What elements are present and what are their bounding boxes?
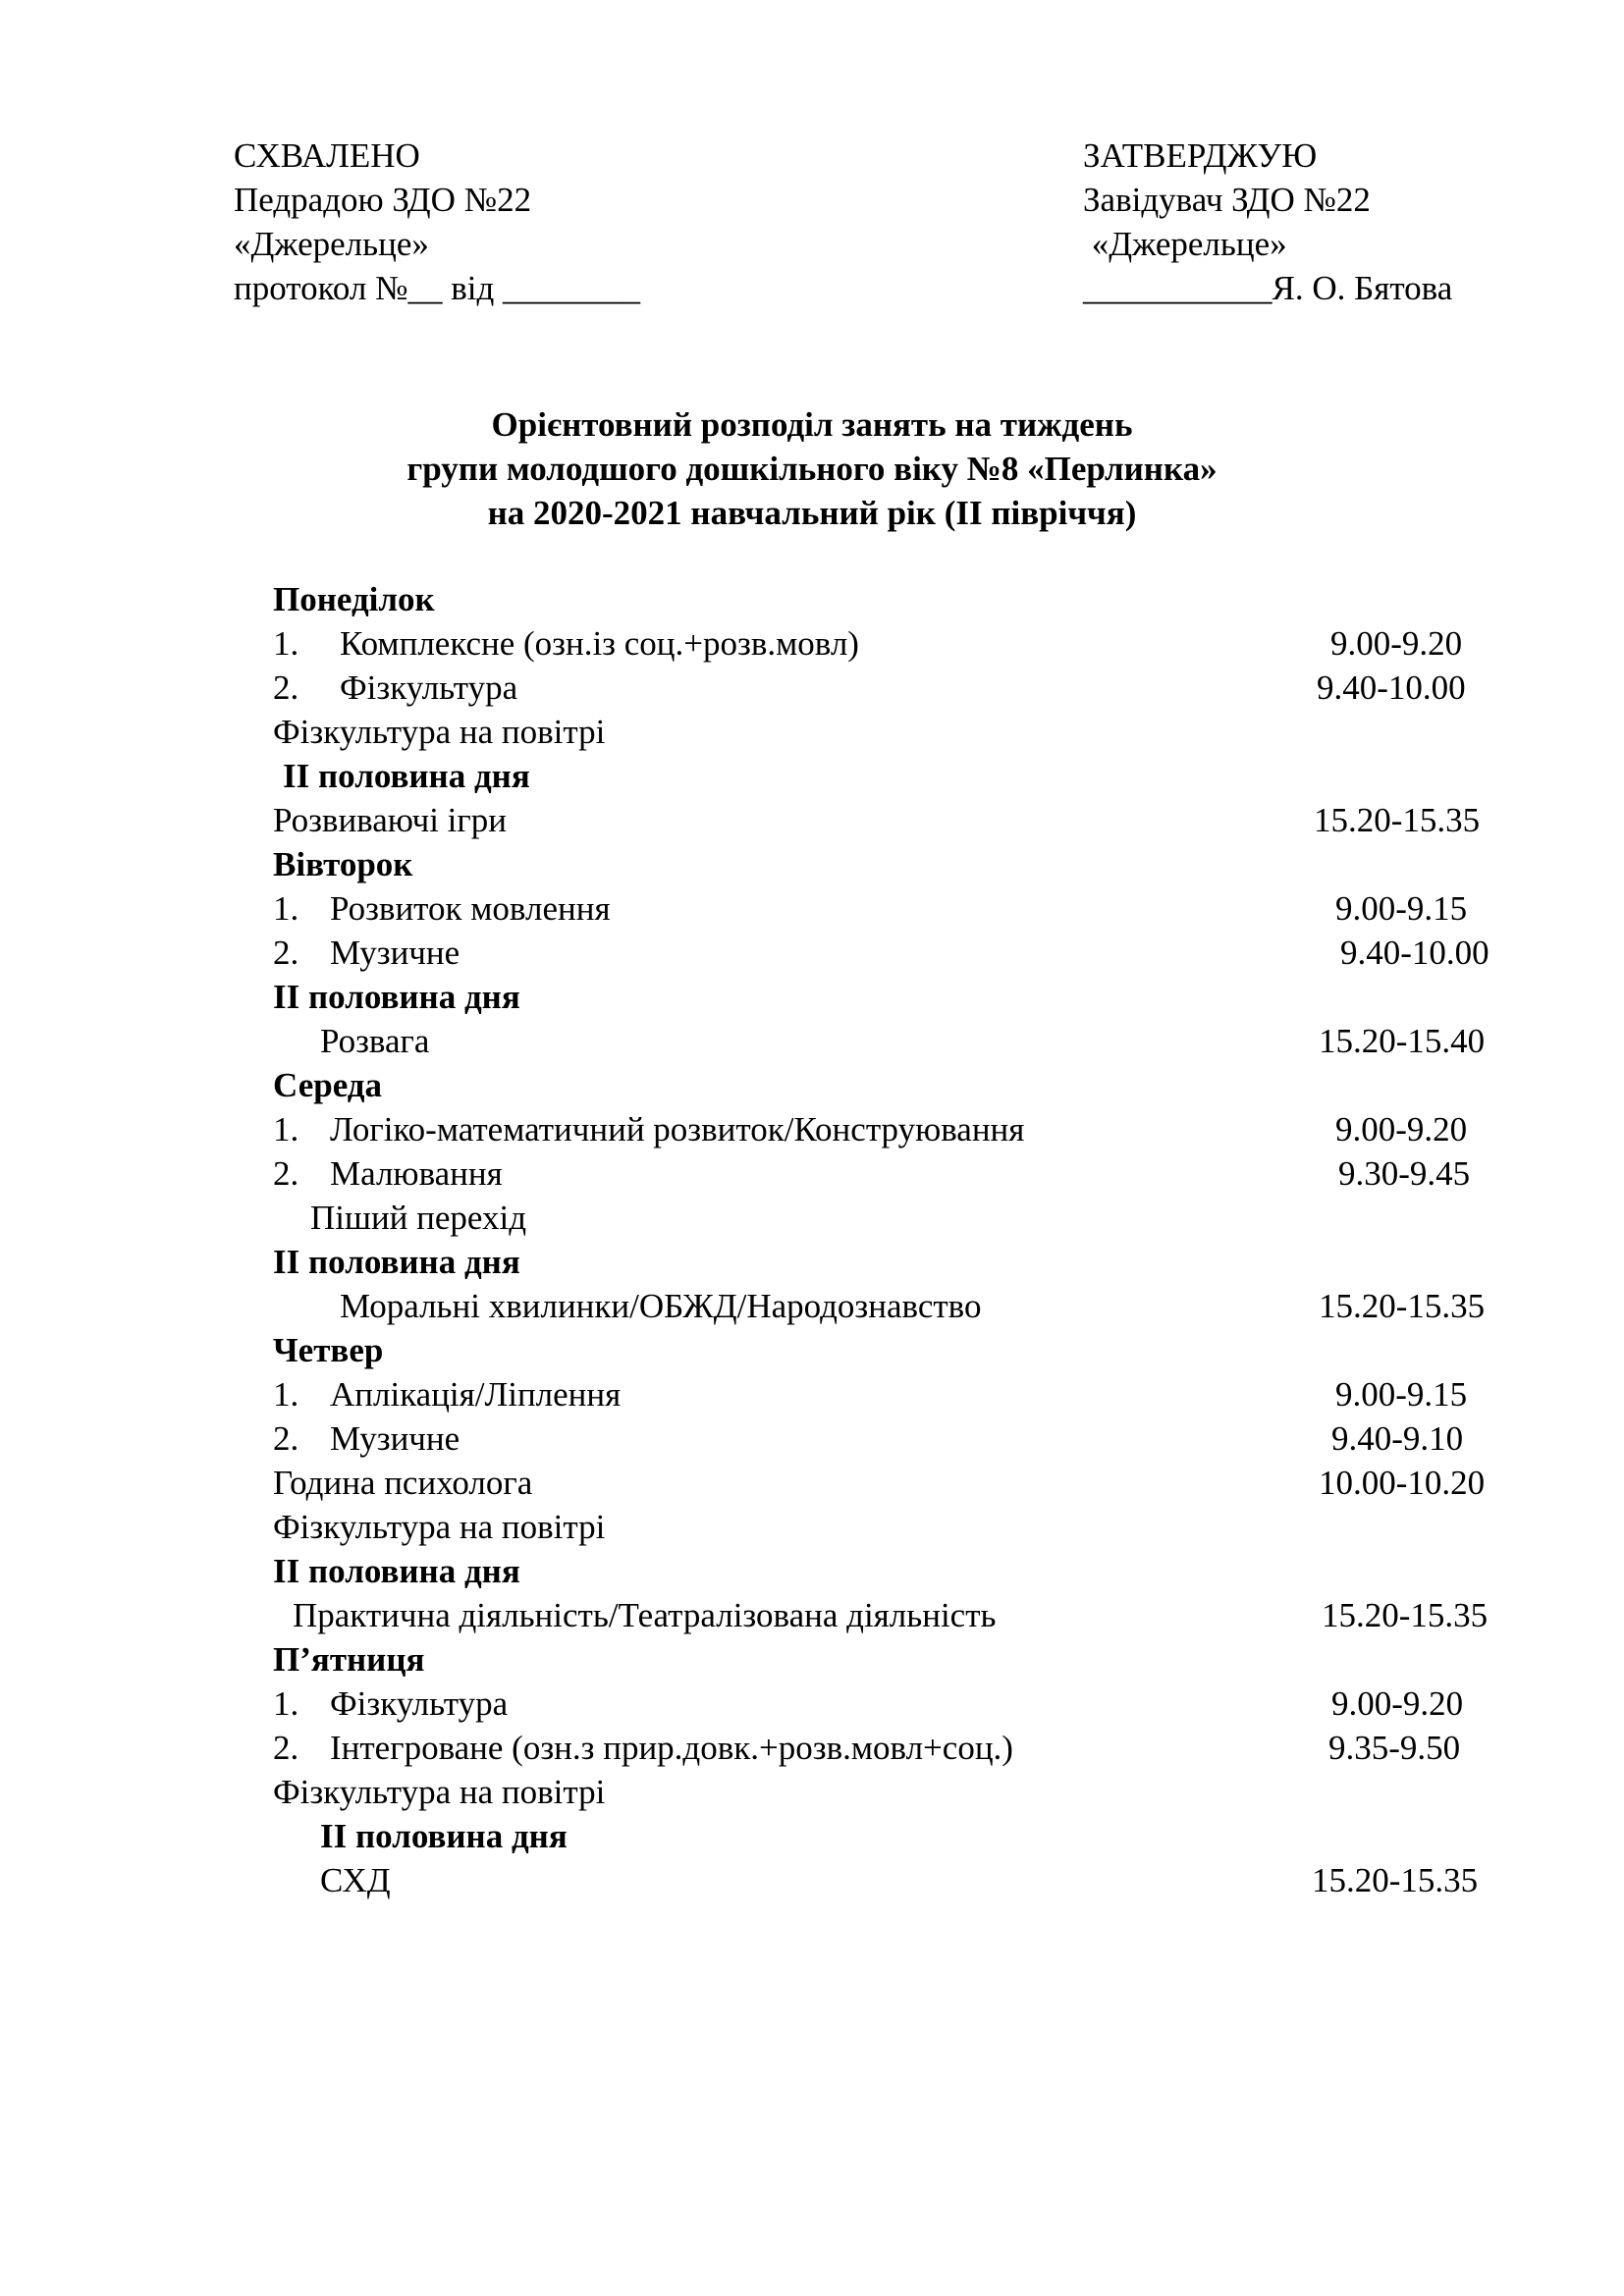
activity-time: 15.20-15.35 xyxy=(1322,1596,1489,1634)
schedule-item xyxy=(0,666,1624,710)
activity-time: 9.00-9.20 xyxy=(1331,1684,1464,1723)
title-line-2: групи молодшого дошкільного віку №8 «Перлинка» xyxy=(406,450,1218,488)
schedule-item xyxy=(0,710,1624,754)
activity-time: 15.20-15.35 xyxy=(1314,801,1481,839)
afternoon-label: ІІ половина дня xyxy=(283,757,530,795)
activity-name: Інтегроване (озн.з прир.довк.+розв.мовл+соц.) xyxy=(330,1729,1013,1767)
activity-time: 9.40-10.00 xyxy=(1340,934,1489,972)
activity-time: 9.40-9.10 xyxy=(1331,1419,1464,1458)
afternoon-heading xyxy=(0,975,1624,1019)
approval-heading: СХВАЛЕНО xyxy=(234,136,420,175)
schedule-item xyxy=(0,1416,1624,1461)
schedule-item xyxy=(0,1196,1624,1240)
schedule-item xyxy=(0,1107,1624,1151)
approval-protocol: протокол №__ від ________ xyxy=(234,269,641,307)
activity-name: Аплікація/Ліплення xyxy=(330,1375,622,1414)
activity-name: Комплексне (озн.із соц.+розв.мовл) xyxy=(340,624,859,663)
item-number: 1. xyxy=(273,1684,299,1723)
schedule-item xyxy=(0,886,1624,931)
activity-name: Фізкультура на повітрі xyxy=(273,713,606,751)
activity-time: 9.35-9.50 xyxy=(1328,1729,1461,1767)
activity-name: Фізкультура на повітрі xyxy=(273,1773,606,1811)
activity-name: Моральні хвилинки/ОБЖД/Народознавство xyxy=(340,1287,982,1325)
item-number: 1. xyxy=(273,889,299,928)
schedule-item xyxy=(0,1151,1624,1196)
activity-name: Фізкультура xyxy=(340,668,518,707)
activity-name: Розвиток мовлення xyxy=(330,889,611,928)
afternoon-heading xyxy=(0,1814,1624,1858)
approval-block xyxy=(234,133,640,310)
confirmation-block xyxy=(1083,133,1452,310)
day-heading-tuesday xyxy=(0,842,1624,886)
title-line-3: на 2020-2021 навчальний рік (ІІ півріччя) xyxy=(487,494,1137,532)
approval-school-name: «Джерельце» xyxy=(234,225,429,263)
item-number: 1. xyxy=(273,1110,299,1148)
day-name: Понеділок xyxy=(273,580,435,618)
afternoon-label: ІІ половина дня xyxy=(273,1243,520,1281)
activity-name: Малювання xyxy=(330,1154,503,1193)
activity-time: 9.00-9.15 xyxy=(1335,889,1468,928)
day-heading-friday xyxy=(0,1637,1624,1682)
item-number: 2. xyxy=(273,1729,299,1767)
activity-name: Фізкультура xyxy=(330,1684,509,1723)
afternoon-label: ІІ половина дня xyxy=(273,1552,520,1590)
activity-time: 9.30-9.45 xyxy=(1338,1154,1471,1193)
item-number: 1. xyxy=(273,624,299,663)
activity-name: Практична діяльність/Театралізована діяльність xyxy=(293,1596,997,1634)
item-number: 2. xyxy=(273,668,299,707)
day-heading-wednesday xyxy=(0,1063,1624,1107)
schedule-item xyxy=(0,1593,1624,1637)
item-number: 2. xyxy=(273,934,299,972)
day-name: Середа xyxy=(273,1066,382,1104)
schedule-item xyxy=(0,931,1624,975)
activity-time: 10.00-10.20 xyxy=(1319,1464,1486,1502)
activity-name: Музичне xyxy=(330,1419,460,1458)
title-line-1: Орієнтовний розподіл занять на тиждень xyxy=(491,405,1133,444)
day-name: Четвер xyxy=(273,1331,384,1369)
document-title xyxy=(0,402,1624,535)
activity-time: 9.00-9.20 xyxy=(1330,624,1463,663)
activity-name: Розвиваючі ігри xyxy=(273,801,507,839)
schedule-item xyxy=(0,1505,1624,1549)
activity-time: 9.00-9.20 xyxy=(1335,1110,1468,1148)
activity-time: 9.40-10.00 xyxy=(1317,668,1466,707)
activity-name: Піший перехід xyxy=(310,1199,527,1237)
schedule-item xyxy=(0,621,1624,666)
activity-name: Розвага xyxy=(320,1022,430,1060)
activity-name: СХД xyxy=(320,1861,391,1899)
confirmation-heading: ЗАТВЕРДЖУЮ xyxy=(1083,136,1318,175)
afternoon-label: ІІ половина дня xyxy=(273,978,520,1016)
activity-time: 9.00-9.15 xyxy=(1335,1375,1468,1414)
item-number: 2. xyxy=(273,1154,299,1193)
item-number: 2. xyxy=(273,1419,299,1458)
activity-name: Година психолога xyxy=(273,1464,533,1502)
activity-name: Фізкультура на повітрі xyxy=(273,1508,606,1546)
afternoon-heading xyxy=(0,1549,1624,1593)
schedule-item xyxy=(0,1461,1624,1505)
activity-time: 15.20-15.40 xyxy=(1319,1022,1486,1060)
schedule-item xyxy=(0,1372,1624,1416)
activity-name: Музичне xyxy=(330,934,460,972)
approval-council: Педрадою ЗДО №22 xyxy=(234,181,532,219)
confirmation-signature: ___________Я. О. Бятова xyxy=(1083,269,1453,307)
day-heading-thursday xyxy=(0,1328,1624,1372)
activity-time: 15.20-15.35 xyxy=(1312,1861,1479,1899)
schedule-item xyxy=(0,798,1624,842)
schedule-item xyxy=(0,1770,1624,1814)
day-name: Вівторок xyxy=(273,845,413,883)
day-heading-monday xyxy=(0,577,1624,621)
confirmation-head-position: Завідувач ЗДО №22 xyxy=(1083,181,1371,219)
confirmation-school-name: «Джерельце» xyxy=(1083,225,1287,263)
schedule-item xyxy=(0,1682,1624,1726)
schedule-item xyxy=(0,1858,1624,1902)
afternoon-heading xyxy=(0,754,1624,798)
activity-name: Логіко-математичний розвиток/Конструювання xyxy=(330,1110,1025,1148)
afternoon-heading xyxy=(0,1240,1624,1284)
schedule-item xyxy=(0,1726,1624,1770)
activity-time: 15.20-15.35 xyxy=(1319,1287,1486,1325)
schedule-item xyxy=(0,1019,1624,1063)
afternoon-label: ІІ половина дня xyxy=(320,1817,568,1855)
day-name: П’ятниця xyxy=(273,1640,425,1679)
item-number: 1. xyxy=(273,1375,299,1414)
schedule-item xyxy=(0,1284,1624,1328)
